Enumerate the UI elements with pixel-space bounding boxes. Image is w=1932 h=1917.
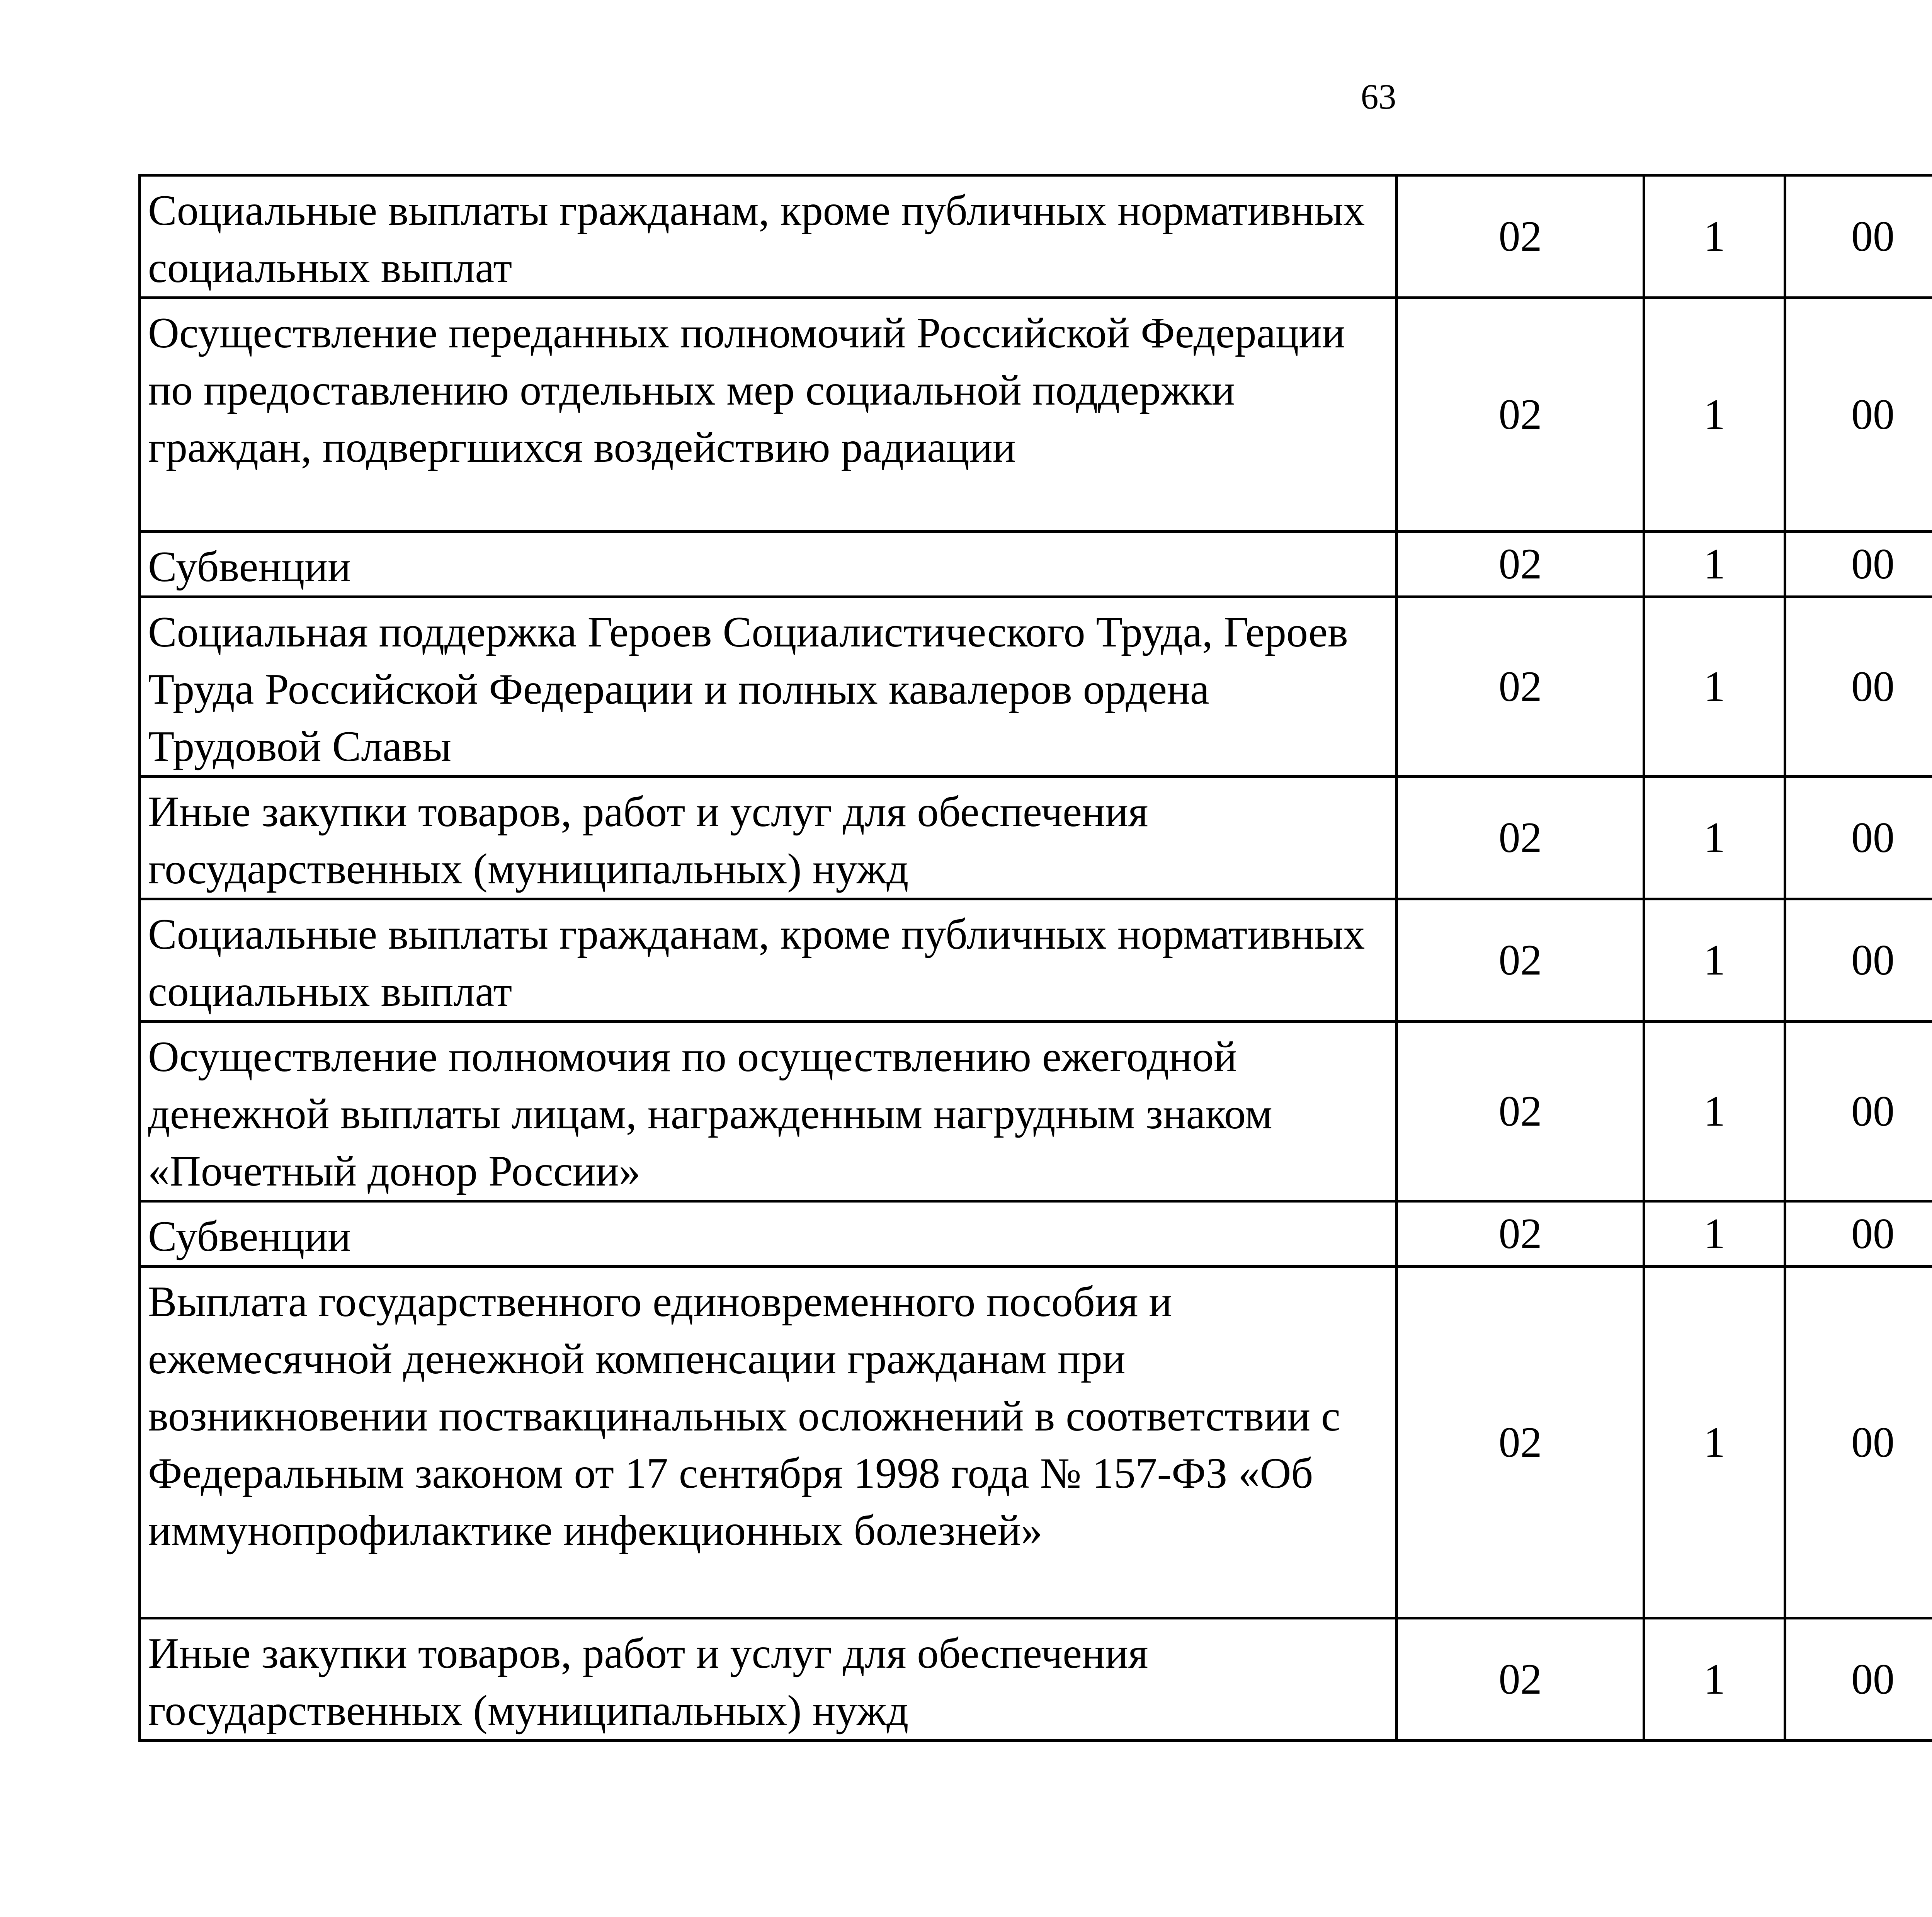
budget-table bbox=[138, 174, 1932, 1742]
row-section-code: 02 bbox=[1397, 532, 1644, 597]
row-program-code: 1 bbox=[1644, 1022, 1785, 1201]
row-program-code: 1 bbox=[1644, 298, 1785, 532]
table-body bbox=[140, 175, 1932, 1741]
row-description: Субвенции bbox=[140, 1201, 1397, 1267]
row-description: Иные закупки товаров, работ и услуг для обеспечения государственных (муниципальных) нужд bbox=[140, 777, 1397, 899]
row-description: Социальные выплаты гражданам, кроме публичных нормативных социальных выплат bbox=[140, 175, 1397, 298]
row-description: Выплата государственного единовременного пособия и ежемесячной денежной компенсации гражданам при возникновении поствакцинальных осложнений в соответствии с Федеральным законом от 17 сентября 1998 года № 157-ФЗ «Об иммунопрофилактике инфекционных болезней» bbox=[140, 1267, 1397, 1618]
table-row bbox=[140, 597, 1932, 777]
table-row bbox=[140, 899, 1932, 1022]
table-row bbox=[140, 298, 1932, 532]
row-section-code: 02 bbox=[1397, 597, 1644, 777]
row-program-code: 1 bbox=[1644, 597, 1785, 777]
row-subprogram-code: 00 bbox=[1785, 1022, 1932, 1201]
row-section-code: 02 bbox=[1397, 1267, 1644, 1618]
page-number: 63 bbox=[1361, 77, 1396, 116]
row-program-code: 1 bbox=[1644, 175, 1785, 298]
row-description: Иные закупки товаров, работ и услуг для обеспечения государственных (муниципальных) нужд bbox=[140, 1618, 1397, 1741]
row-subprogram-code: 00 bbox=[1785, 532, 1932, 597]
row-program-code: 1 bbox=[1644, 1618, 1785, 1741]
row-description: Социальные выплаты гражданам, кроме публичных нормативных социальных выплат bbox=[140, 899, 1397, 1022]
row-subprogram-code: 00 bbox=[1785, 1618, 1932, 1741]
row-subprogram-code: 00 bbox=[1785, 777, 1932, 899]
row-description: Субвенции bbox=[140, 532, 1397, 597]
row-section-code: 02 bbox=[1397, 777, 1644, 899]
row-section-code: 02 bbox=[1397, 175, 1644, 298]
table-row bbox=[140, 1618, 1932, 1741]
row-program-code: 1 bbox=[1644, 532, 1785, 597]
row-subprogram-code: 00 bbox=[1785, 1201, 1932, 1267]
row-description: Осуществление полномочия по осуществлению ежегодной денежной выплаты лицам, награжденным нагрудным знаком «Почетный донор России» bbox=[140, 1022, 1397, 1201]
row-section-code: 02 bbox=[1397, 298, 1644, 532]
row-subprogram-code: 00 bbox=[1785, 298, 1932, 532]
table-row bbox=[140, 777, 1932, 899]
table-row bbox=[140, 532, 1932, 597]
table-row bbox=[140, 1267, 1932, 1618]
row-program-code: 1 bbox=[1644, 1201, 1785, 1267]
row-program-code: 1 bbox=[1644, 899, 1785, 1022]
row-program-code: 1 bbox=[1644, 1267, 1785, 1618]
row-section-code: 02 bbox=[1397, 899, 1644, 1022]
row-subprogram-code: 00 bbox=[1785, 1267, 1932, 1618]
table-row bbox=[140, 1201, 1932, 1267]
row-subprogram-code: 00 bbox=[1785, 597, 1932, 777]
table-row bbox=[140, 1022, 1932, 1201]
row-description: Осуществление переданных полномочий Российской Федерации по предоставлению отдельных мер социальной поддержки граждан, подвергшихся воздействию радиации bbox=[140, 298, 1397, 532]
row-description: Социальная поддержка Героев Социалистического Труда, Героев Труда Российской Федерации и полных кавалеров ордена Трудовой Славы bbox=[140, 597, 1397, 777]
row-subprogram-code: 00 bbox=[1785, 899, 1932, 1022]
row-section-code: 02 bbox=[1397, 1618, 1644, 1741]
table-row bbox=[140, 175, 1932, 298]
row-subprogram-code: 00 bbox=[1785, 175, 1932, 298]
row-section-code: 02 bbox=[1397, 1022, 1644, 1201]
row-section-code: 02 bbox=[1397, 1201, 1644, 1267]
row-program-code: 1 bbox=[1644, 777, 1785, 899]
